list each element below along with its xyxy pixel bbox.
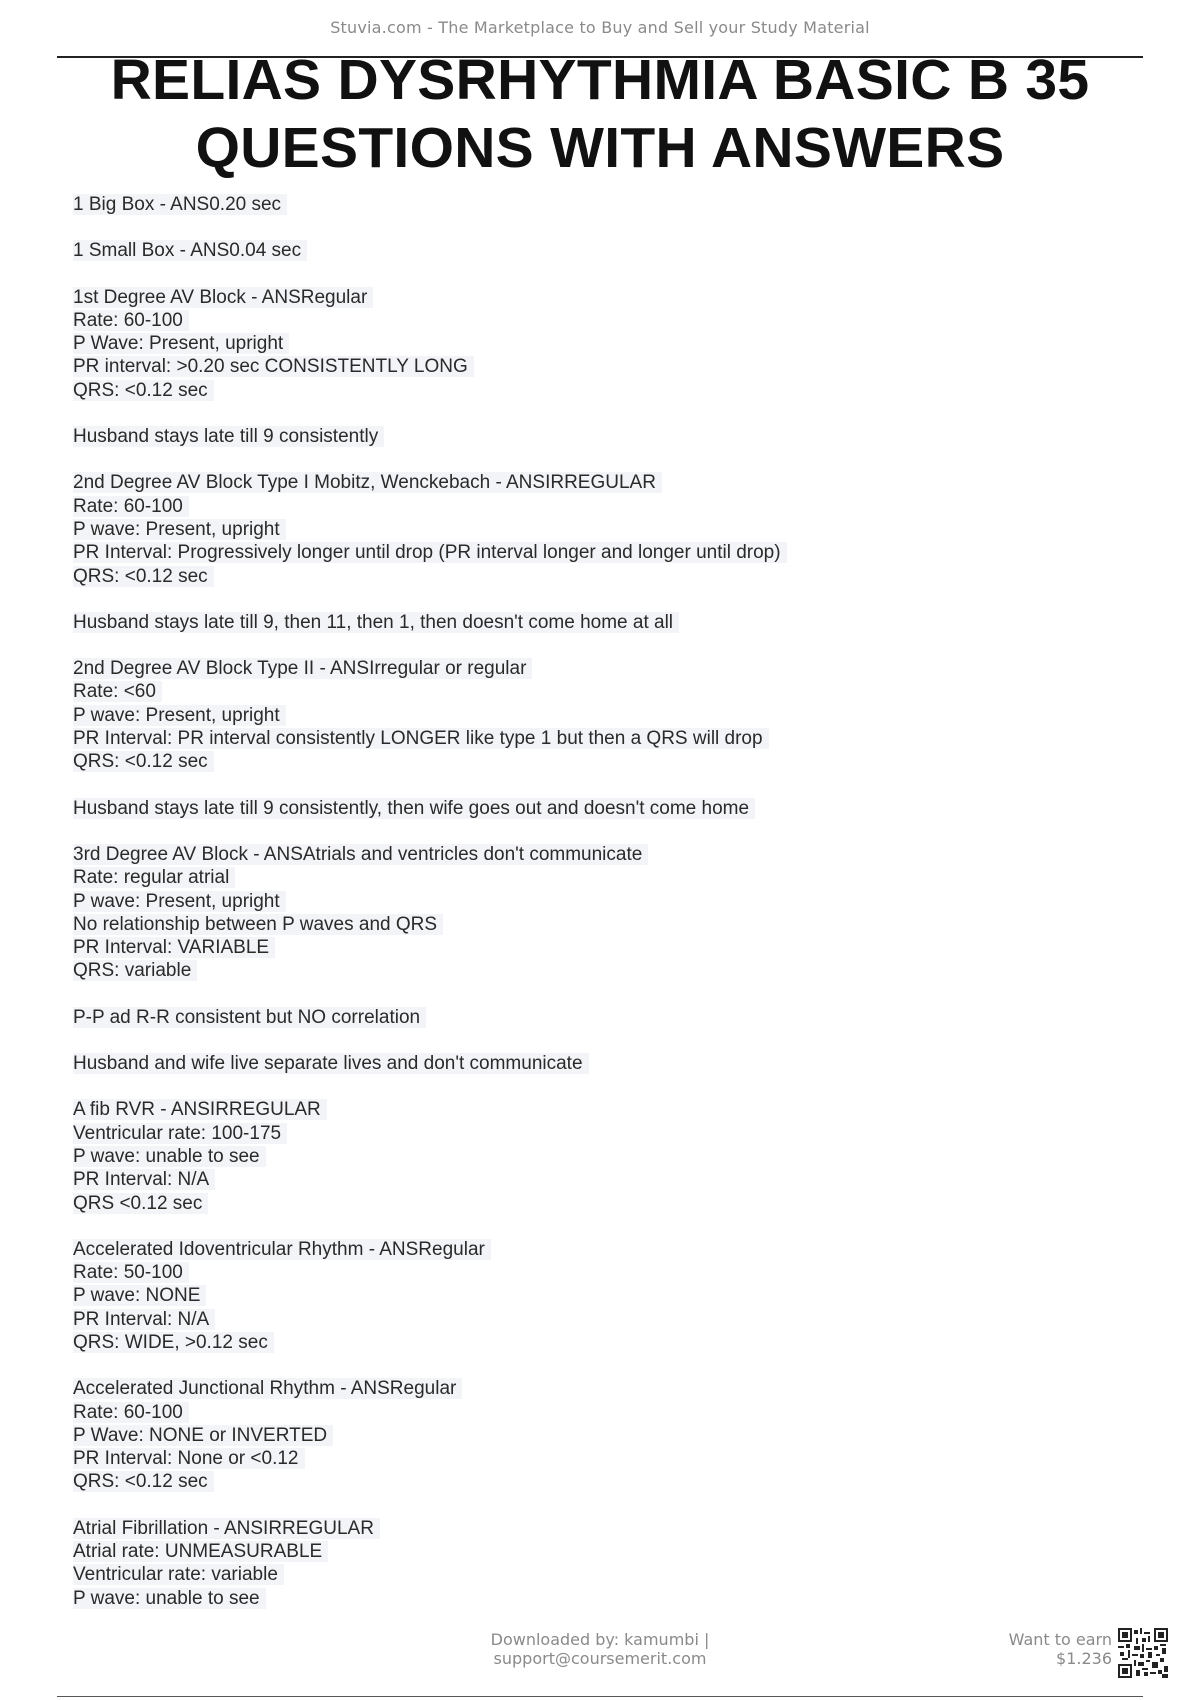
entry-text: Husband stays late till 9 consistently (73, 426, 384, 447)
entry-text: QRS: <0.12 sec (73, 380, 214, 401)
entry-text: PR Interval: N/A (73, 1169, 215, 1190)
entry-question-answer (73, 611, 1113, 634)
entry-question-answer (73, 657, 1113, 680)
entry-text: Rate: 60-100 (73, 310, 189, 331)
entry-detail-line (73, 495, 1113, 518)
downloaded-by-text: Downloaded by: kamumbi | (490, 1630, 710, 1649)
entry-detail-line (73, 309, 1113, 332)
entry-detail-line (73, 1424, 1113, 1447)
entry-question-answer (73, 425, 1113, 448)
download-info (440, 1630, 760, 1668)
entry-text: Atrial rate: UNMEASURABLE (73, 1541, 328, 1562)
entry-text: Rate: <60 (73, 681, 162, 702)
entry-detail-line (73, 1563, 1113, 1586)
entry-detail-line (73, 1145, 1113, 1168)
earn-promo[interactable] (950, 1630, 1112, 1668)
qa-entry (73, 239, 1113, 262)
entry-question-answer (73, 1006, 1113, 1029)
entry-text: Rate: regular atrial (73, 867, 235, 888)
entry-text: Ventricular rate: 100-175 (73, 1123, 287, 1144)
entry-detail-line (73, 332, 1113, 355)
entry-detail-line (73, 541, 1113, 564)
earn-promo-text: Want to earn (1008, 1630, 1112, 1649)
entry-question-answer (73, 1098, 1113, 1121)
entry-detail-line (73, 1401, 1113, 1424)
entry-text: P-P ad R-R consistent but NO correlation (73, 1007, 426, 1028)
entry-text: QRS <0.12 sec (73, 1193, 208, 1214)
entry-text: PR Interval: N/A (73, 1309, 215, 1330)
entry-text: P wave: NONE (73, 1285, 206, 1306)
entry-text: Atrial Fibrillation - ANSIRREGULAR (73, 1518, 380, 1539)
entry-text: PR interval: >0.20 sec CONSISTENTLY LONG (73, 356, 474, 377)
qa-entry (73, 1238, 1113, 1354)
entry-detail-line (73, 1447, 1113, 1470)
qa-content (73, 193, 1113, 1633)
entry-text: PR Interval: VARIABLE (73, 937, 275, 958)
entry-detail-line (73, 1122, 1113, 1145)
entry-question-answer (73, 1517, 1113, 1540)
entry-question-answer (73, 239, 1113, 262)
entry-text: P wave: unable to see (73, 1146, 266, 1167)
entry-text: No relationship between P waves and QRS (73, 914, 443, 935)
entry-text: 1 Small Box - ANS0.04 sec (73, 240, 307, 261)
entry-detail-line (73, 727, 1113, 750)
entry-text: P Wave: NONE or INVERTED (73, 1425, 333, 1446)
entry-text: Husband stays late till 9, then 11, then 1, then doesn't come home at all (73, 612, 679, 633)
entry-detail-line (73, 936, 1113, 959)
entry-text: P wave: Present, upright (73, 891, 286, 912)
title-line-2: QUESTIONS WITH ANSWERS (195, 116, 1005, 180)
entry-text: A fib RVR - ANSIRREGULAR (73, 1099, 327, 1120)
entry-text: QRS: <0.12 sec (73, 566, 214, 587)
support-email[interactable]: support@coursemerit.com (493, 1649, 707, 1668)
entry-text: 1 Big Box - ANS0.20 sec (73, 194, 287, 215)
entry-text: Rate: 60-100 (73, 496, 189, 517)
entry-detail-line (73, 704, 1113, 727)
qa-entry (73, 193, 1113, 216)
entry-detail-line (73, 1540, 1113, 1563)
entry-text: 1st Degree AV Block - ANSRegular (73, 287, 373, 308)
entry-text: Rate: 50-100 (73, 1262, 189, 1283)
entry-question-answer (73, 471, 1113, 494)
entry-question-answer (73, 797, 1113, 820)
qa-entry (73, 1052, 1113, 1075)
entry-text: PR Interval: None or <0.12 (73, 1448, 305, 1469)
qa-entry (73, 286, 1113, 402)
entry-text: QRS: variable (73, 960, 197, 981)
entry-text: Accelerated Junctional Rhythm - ANSRegular (73, 1378, 462, 1399)
entry-detail-line (73, 1470, 1113, 1493)
entry-detail-line (73, 1261, 1113, 1284)
entry-text: Rate: 60-100 (73, 1402, 189, 1423)
qa-entry (73, 1006, 1113, 1029)
entry-text: QRS: <0.12 sec (73, 1471, 214, 1492)
entry-detail-line (73, 913, 1113, 936)
entry-text: Ventricular rate: variable (73, 1564, 284, 1585)
entry-detail-line (73, 355, 1113, 378)
document-title (60, 46, 1140, 182)
entry-detail-line (73, 1331, 1113, 1354)
entry-question-answer (73, 1052, 1113, 1075)
entry-question-answer (73, 1377, 1113, 1400)
entry-text: Husband and wife live separate lives and don't communicate (73, 1053, 589, 1074)
entry-question-answer (73, 193, 1113, 216)
earn-promo-amount: $1.236 (1056, 1649, 1112, 1668)
qa-entry (73, 1517, 1113, 1610)
qa-entry (73, 797, 1113, 820)
entry-text: QRS: WIDE, >0.12 sec (73, 1332, 274, 1353)
entry-text: 3rd Degree AV Block - ANSAtrials and ventricles don't communicate (73, 844, 648, 865)
entry-detail-line (73, 1284, 1113, 1307)
entry-detail-line (73, 890, 1113, 913)
entry-text: PR Interval: PR interval consistently LONGER like type 1 but then a QRS will drop (73, 728, 769, 749)
entry-text: P wave: unable to see (73, 1588, 266, 1609)
entry-detail-line (73, 1168, 1113, 1191)
qa-entry (73, 843, 1113, 983)
stuvia-banner: Stuvia.com - The Marketplace to Buy and Sell your Study Material (330, 18, 870, 37)
qa-entry (73, 1098, 1113, 1214)
qa-entry (73, 657, 1113, 773)
qa-entry (73, 611, 1113, 634)
entry-detail-line (73, 379, 1113, 402)
entry-text: 2nd Degree AV Block Type II - ANSIrregular or regular (73, 658, 532, 679)
title-line-1: RELIAS DYSRHYTHMIA BASIC B 35 (110, 48, 1090, 112)
qa-entry (73, 471, 1113, 587)
entry-detail-line (73, 959, 1113, 982)
entry-question-answer (73, 1238, 1113, 1261)
footer-divider (57, 1696, 1143, 1697)
qr-code-icon[interactable] (1118, 1628, 1168, 1678)
entry-text: Husband stays late till 9 consistently, then wife goes out and doesn't come home (73, 798, 755, 819)
entry-detail-line (73, 1587, 1113, 1610)
qa-entry (73, 1377, 1113, 1493)
entry-text: 2nd Degree AV Block Type I Mobitz, Wenckebach - ANSIRREGULAR (73, 472, 662, 493)
entry-text: P Wave: Present, upright (73, 333, 289, 354)
entry-detail-line (73, 866, 1113, 889)
entry-detail-line (73, 750, 1113, 773)
entry-question-answer (73, 286, 1113, 309)
entry-text: QRS: <0.12 sec (73, 751, 214, 772)
entry-text: PR Interval: Progressively longer until drop (PR interval longer and longer until drop) (73, 542, 787, 563)
entry-text: P wave: Present, upright (73, 519, 286, 540)
entry-detail-line (73, 1308, 1113, 1331)
entry-question-answer (73, 843, 1113, 866)
entry-text: P wave: Present, upright (73, 705, 286, 726)
entry-detail-line (73, 565, 1113, 588)
entry-detail-line (73, 1192, 1113, 1215)
entry-detail-line (73, 518, 1113, 541)
entry-text: Accelerated Idoventricular Rhythm - ANSRegular (73, 1239, 491, 1260)
qa-entry (73, 425, 1113, 448)
entry-detail-line (73, 680, 1113, 703)
